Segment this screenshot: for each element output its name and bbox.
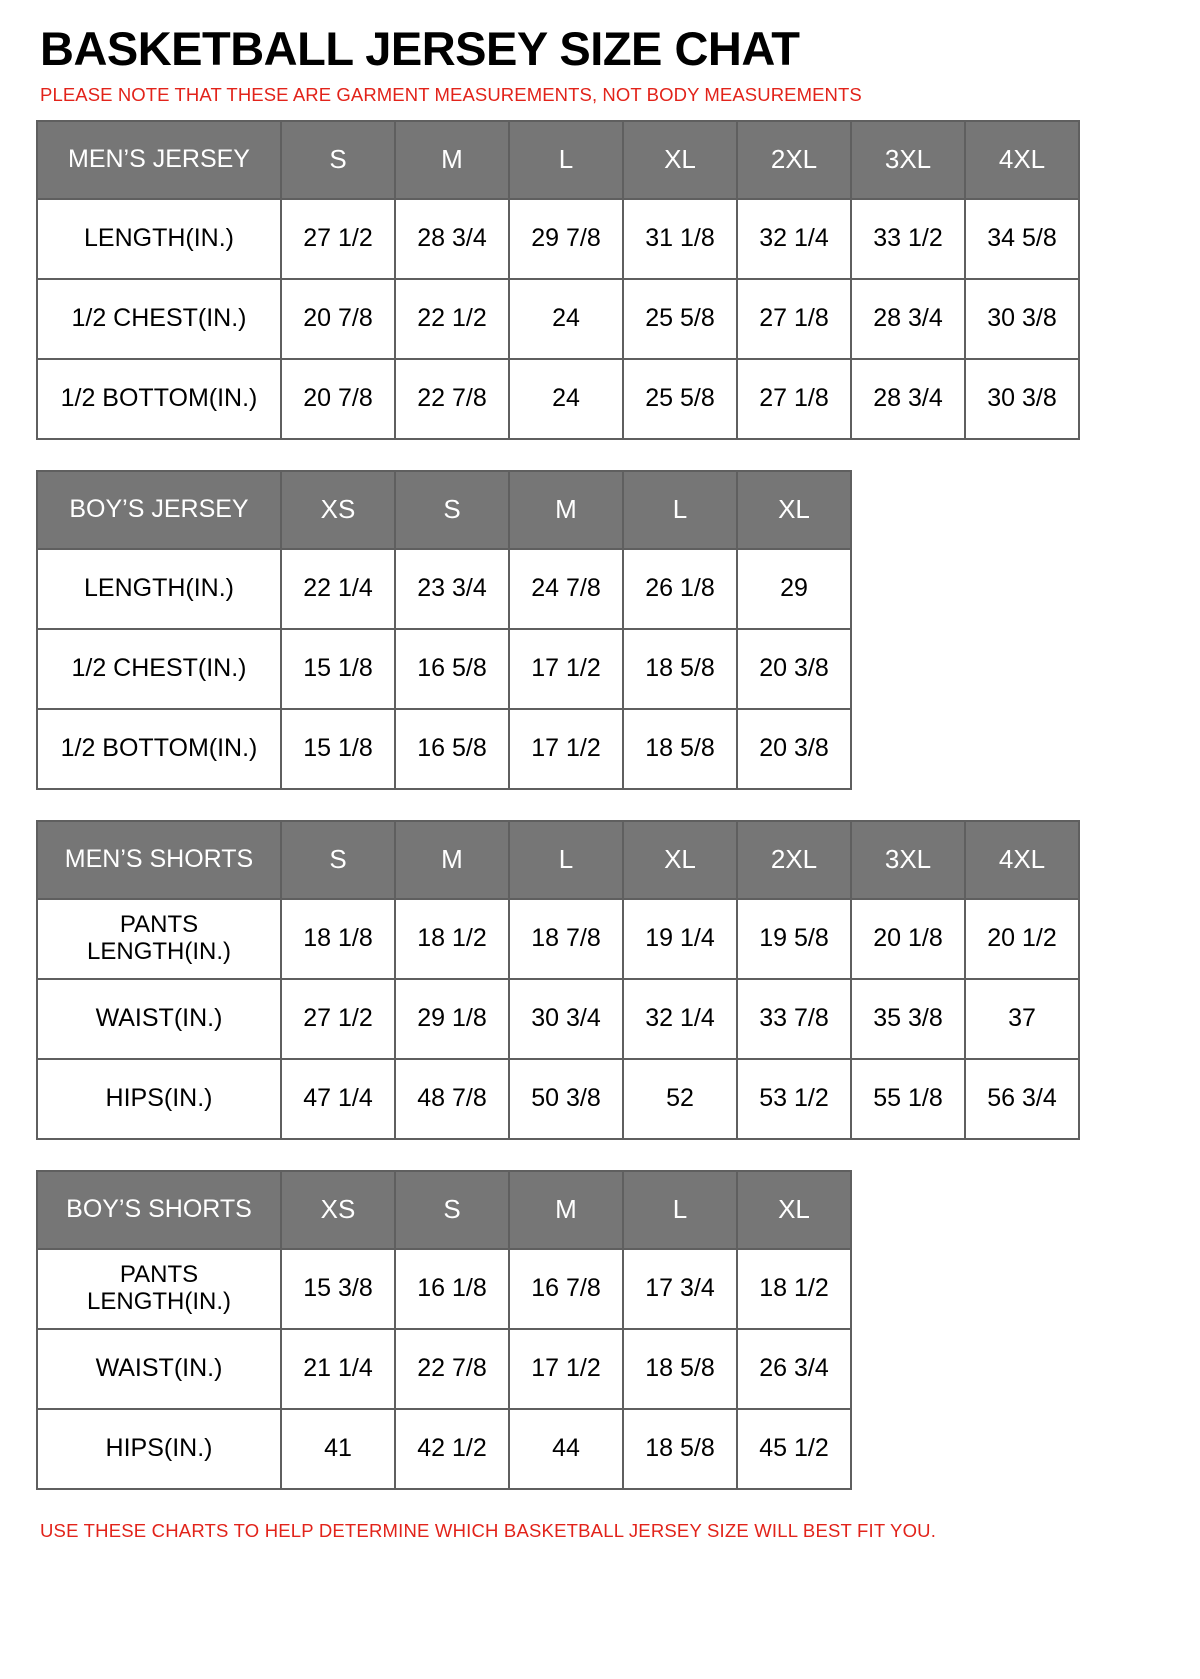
measure-cell: 45 1/2 xyxy=(737,1409,851,1489)
measure-cell: 25 5/8 xyxy=(623,279,737,359)
footer-note: USE THESE CHARTS TO HELP DETERMINE WHICH BASKETBALL JERSEY SIZE WILL BEST FIT YOU. xyxy=(40,1519,937,1541)
size-header: M xyxy=(395,821,509,899)
row-label: HIPS(IN.) xyxy=(37,1059,281,1139)
size-header: M xyxy=(509,1171,623,1249)
measure-cell: 53 1/2 xyxy=(737,1059,851,1139)
measure-cell: 50 3/8 xyxy=(509,1059,623,1139)
row-label: 1/2 BOTTOM(IN.) xyxy=(37,359,281,439)
measure-cell: 22 7/8 xyxy=(395,359,509,439)
table-row xyxy=(37,199,1079,279)
page-title: BASKETBALL JERSEY SIZE CHAT xyxy=(40,22,800,75)
measure-cell: 17 3/4 xyxy=(623,1249,737,1329)
size-header: XL xyxy=(623,121,737,199)
measure-cell: 18 5/8 xyxy=(623,629,737,709)
measure-cell: 44 xyxy=(509,1409,623,1489)
size-header: XL xyxy=(623,821,737,899)
size-header: 4XL xyxy=(965,821,1079,899)
table-header-row xyxy=(37,821,1079,899)
size-header: L xyxy=(623,471,737,549)
measure-cell: 30 3/8 xyxy=(965,279,1079,359)
size-header: XL xyxy=(737,471,851,549)
measure-cell: 34 5/8 xyxy=(965,199,1079,279)
size-header: 3XL xyxy=(851,821,965,899)
measure-cell: 29 xyxy=(737,549,851,629)
row-label: LENGTH(IN.) xyxy=(37,199,281,279)
table-header-row xyxy=(37,471,851,549)
measure-cell: 18 1/8 xyxy=(281,899,395,979)
measure-cell: 30 3/8 xyxy=(965,359,1079,439)
measure-cell: 15 3/8 xyxy=(281,1249,395,1329)
measure-cell: 32 1/4 xyxy=(737,199,851,279)
measure-cell: 20 3/8 xyxy=(737,709,851,789)
measure-cell: 24 7/8 xyxy=(509,549,623,629)
table-row xyxy=(37,549,851,629)
table-header-row xyxy=(37,121,1079,199)
size-header: S xyxy=(281,821,395,899)
measure-cell: 42 1/2 xyxy=(395,1409,509,1489)
measure-cell: 18 5/8 xyxy=(623,1409,737,1489)
table-row xyxy=(37,1409,851,1489)
table-row xyxy=(37,899,1079,979)
row-label: WAIST(IN.) xyxy=(37,1329,281,1409)
size-header: 2XL xyxy=(737,121,851,199)
measure-cell: 55 1/8 xyxy=(851,1059,965,1139)
size-header: XS xyxy=(281,1171,395,1249)
size-header: S xyxy=(281,121,395,199)
size-header: L xyxy=(509,821,623,899)
measure-cell: 16 7/8 xyxy=(509,1249,623,1329)
row-label xyxy=(37,1249,281,1329)
measure-cell: 17 1/2 xyxy=(509,629,623,709)
size-header: L xyxy=(623,1171,737,1249)
measure-cell: 16 5/8 xyxy=(395,709,509,789)
measure-cell: 27 1/2 xyxy=(281,199,395,279)
measure-cell: 17 1/2 xyxy=(509,709,623,789)
measure-cell: 20 1/2 xyxy=(965,899,1079,979)
measure-cell: 28 3/4 xyxy=(851,279,965,359)
measure-cell: 27 1/8 xyxy=(737,359,851,439)
measure-cell: 23 3/4 xyxy=(395,549,509,629)
measure-cell: 33 1/2 xyxy=(851,199,965,279)
mens-shorts-table xyxy=(36,820,1080,1140)
measure-cell: 48 7/8 xyxy=(395,1059,509,1139)
measure-cell: 18 5/8 xyxy=(623,709,737,789)
measure-cell: 26 1/8 xyxy=(623,549,737,629)
size-header: M xyxy=(395,121,509,199)
measurement-note: PLEASE NOTE THAT THESE ARE GARMENT MEASUREMENTS, NOT BODY MEASUREMENTS xyxy=(40,84,862,106)
measure-cell: 28 3/4 xyxy=(851,359,965,439)
table-header-row xyxy=(37,1171,851,1249)
measure-cell: 17 1/2 xyxy=(509,1329,623,1409)
measure-cell: 33 7/8 xyxy=(737,979,851,1059)
measure-cell: 37 xyxy=(965,979,1079,1059)
measure-cell: 32 1/4 xyxy=(623,979,737,1059)
size-header: M xyxy=(509,471,623,549)
table-row xyxy=(37,629,851,709)
mens-jersey-table xyxy=(36,120,1080,440)
measure-cell: 20 7/8 xyxy=(281,359,395,439)
measure-cell: 31 1/8 xyxy=(623,199,737,279)
row-label-line2: LENGTH(IN.) xyxy=(87,937,231,965)
measure-cell: 24 xyxy=(509,359,623,439)
measure-cell: 19 1/4 xyxy=(623,899,737,979)
row-label: 1/2 CHEST(IN.) xyxy=(37,629,281,709)
measure-cell: 25 5/8 xyxy=(623,359,737,439)
measure-cell: 41 xyxy=(281,1409,395,1489)
measure-cell: 20 7/8 xyxy=(281,279,395,359)
measure-cell: 15 1/8 xyxy=(281,709,395,789)
measure-cell: 18 1/2 xyxy=(737,1249,851,1329)
table-row xyxy=(37,1329,851,1409)
row-label xyxy=(37,899,281,979)
row-label: 1/2 BOTTOM(IN.) xyxy=(37,709,281,789)
measure-cell: 16 1/8 xyxy=(395,1249,509,1329)
row-label: WAIST(IN.) xyxy=(37,979,281,1059)
table-row xyxy=(37,709,851,789)
row-label-line1: PANTS xyxy=(119,1260,199,1288)
size-header: XS xyxy=(281,471,395,549)
table-row xyxy=(37,279,1079,359)
table-row xyxy=(37,359,1079,439)
size-header: S xyxy=(395,471,509,549)
measure-cell: 28 3/4 xyxy=(395,199,509,279)
measure-cell: 20 1/8 xyxy=(851,899,965,979)
row-label: HIPS(IN.) xyxy=(37,1409,281,1489)
table-corner-label: BOY’S JERSEY xyxy=(37,471,281,549)
measure-cell: 18 1/2 xyxy=(395,899,509,979)
row-label-line2: LENGTH(IN.) xyxy=(87,1287,231,1315)
row-label: 1/2 CHEST(IN.) xyxy=(37,279,281,359)
row-label-line1: PANTS xyxy=(119,910,199,938)
table-row xyxy=(37,979,1079,1059)
measure-cell: 27 1/8 xyxy=(737,279,851,359)
size-header: 4XL xyxy=(965,121,1079,199)
measure-cell: 16 5/8 xyxy=(395,629,509,709)
boys-shorts-table xyxy=(36,1170,852,1490)
table-row xyxy=(37,1249,851,1329)
size-header: 2XL xyxy=(737,821,851,899)
measure-cell: 27 1/2 xyxy=(281,979,395,1059)
table-corner-label: BOY’S SHORTS xyxy=(37,1171,281,1249)
size-header: S xyxy=(395,1171,509,1249)
measure-cell: 52 xyxy=(623,1059,737,1139)
measure-cell: 24 xyxy=(509,279,623,359)
measure-cell: 18 7/8 xyxy=(509,899,623,979)
measure-cell: 20 3/8 xyxy=(737,629,851,709)
measure-cell: 18 5/8 xyxy=(623,1329,737,1409)
measure-cell: 26 3/4 xyxy=(737,1329,851,1409)
table-corner-label: MEN’S JERSEY xyxy=(37,121,281,199)
boys-jersey-table xyxy=(36,470,852,790)
row-label: LENGTH(IN.) xyxy=(37,549,281,629)
measure-cell: 30 3/4 xyxy=(509,979,623,1059)
size-header: L xyxy=(509,121,623,199)
table-corner-label: MEN’S SHORTS xyxy=(37,821,281,899)
table-row xyxy=(37,1059,1079,1139)
measure-cell: 47 1/4 xyxy=(281,1059,395,1139)
measure-cell: 15 1/8 xyxy=(281,629,395,709)
measure-cell: 22 7/8 xyxy=(395,1329,509,1409)
size-header: XL xyxy=(737,1171,851,1249)
measure-cell: 35 3/8 xyxy=(851,979,965,1059)
measure-cell: 29 1/8 xyxy=(395,979,509,1059)
measure-cell: 29 7/8 xyxy=(509,199,623,279)
measure-cell: 22 1/2 xyxy=(395,279,509,359)
measure-cell: 22 1/4 xyxy=(281,549,395,629)
measure-cell: 19 5/8 xyxy=(737,899,851,979)
size-header: 3XL xyxy=(851,121,965,199)
measure-cell: 56 3/4 xyxy=(965,1059,1079,1139)
measure-cell: 21 1/4 xyxy=(281,1329,395,1409)
